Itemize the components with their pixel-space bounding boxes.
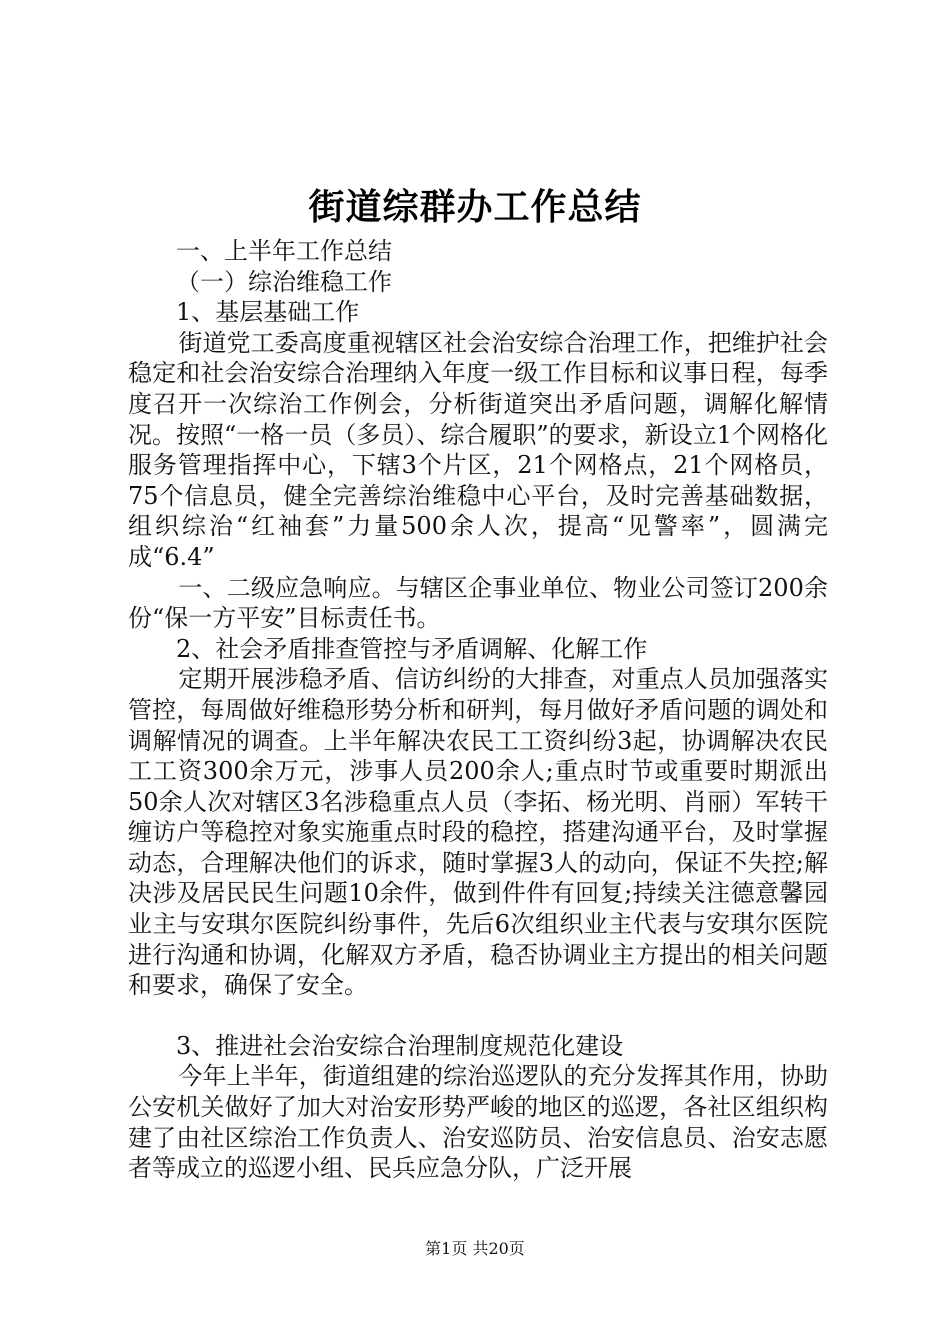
paragraph-3: 定期开展涉稳矛盾、信访纠纷的大排查，对重点人员加强落实管控，每周做好维稳形势分析和研判，每月做好矛盾问题的调处和调解情况的调查。上半年解决农民工工资纠纷3起，协调解决农民工工资300余万元，涉事人员200余人;重点时节或重要时期派出50余人次对辖区3名涉稳重点人员（李拓、杨光明、肖丽）军转干缠访户等稳控对象实施重点时段的稳控，搭建沟通平台，及时掌握动态，合理解决他们的诉求，随时掌握3人的动向，保证不失控;解决涉及居民民生问题10余件，做到件件有回复;持续关注德意馨园业主与安琪尔医院纠纷事件，先后6次组织业主代表与安琪尔医院进行沟通和协调，化解双方矛盾，稳否协调业主方提出的相关问题和要求，确保了安全。 — [128, 665, 828, 1000]
section-heading-5: 3、推进社会治安综合治理制度规范化建设 — [176, 1031, 624, 1060]
section-heading-3: 1、基层基础工作 — [176, 298, 360, 327]
paragraph-2: 一、二级应急响应。与辖区企事业单位、物业公司签订200余份“保一方平安”目标责任书。 — [128, 573, 828, 633]
section-heading-1: 一、上半年工作总结 — [176, 237, 392, 265]
page-indicator: 第1页 共20页 — [425, 1239, 525, 1258]
paragraph-1: 街道党工委高度重视辖区社会治安综合治理工作，把维护社会稳定和社会治安综合治理纳入年度一级工作目标和议事日程，每季度召开一次综治工作例会，分析街道突出矛盾问题，调解化解情况。按照“一格一员（多员）、综合履职”的要求，新设立1个网格化服务管理指挥中心，下辖3个片区，21个网格点，21个网格员，75个信息员，健全完善综治维稳中心平台，及时完善基础数据，组织综治“红袖套”力量500余人次，提高“见警率”，圆满完成“6.4” — [128, 328, 828, 571]
document-body — [128, 236, 828, 1184]
section-heading-2: （一）综治维稳工作 — [176, 267, 392, 296]
section-heading-4: 2、社会矛盾排查管控与矛盾调解、化解工作 — [176, 634, 648, 663]
document-title: 街道综群办工作总结 — [308, 187, 642, 228]
paragraph-4: 今年上半年，街道组建的综治巡逻队的充分发挥其作用，协助公安机关做好了加大对治安形势严峻的地区的巡逻，各社区组织构建了由社区综治工作负责人、治安巡防员、治安信息员、治安志愿者等成立的巡逻小组、民兵应急分队，广泛开展 — [128, 1062, 828, 1183]
